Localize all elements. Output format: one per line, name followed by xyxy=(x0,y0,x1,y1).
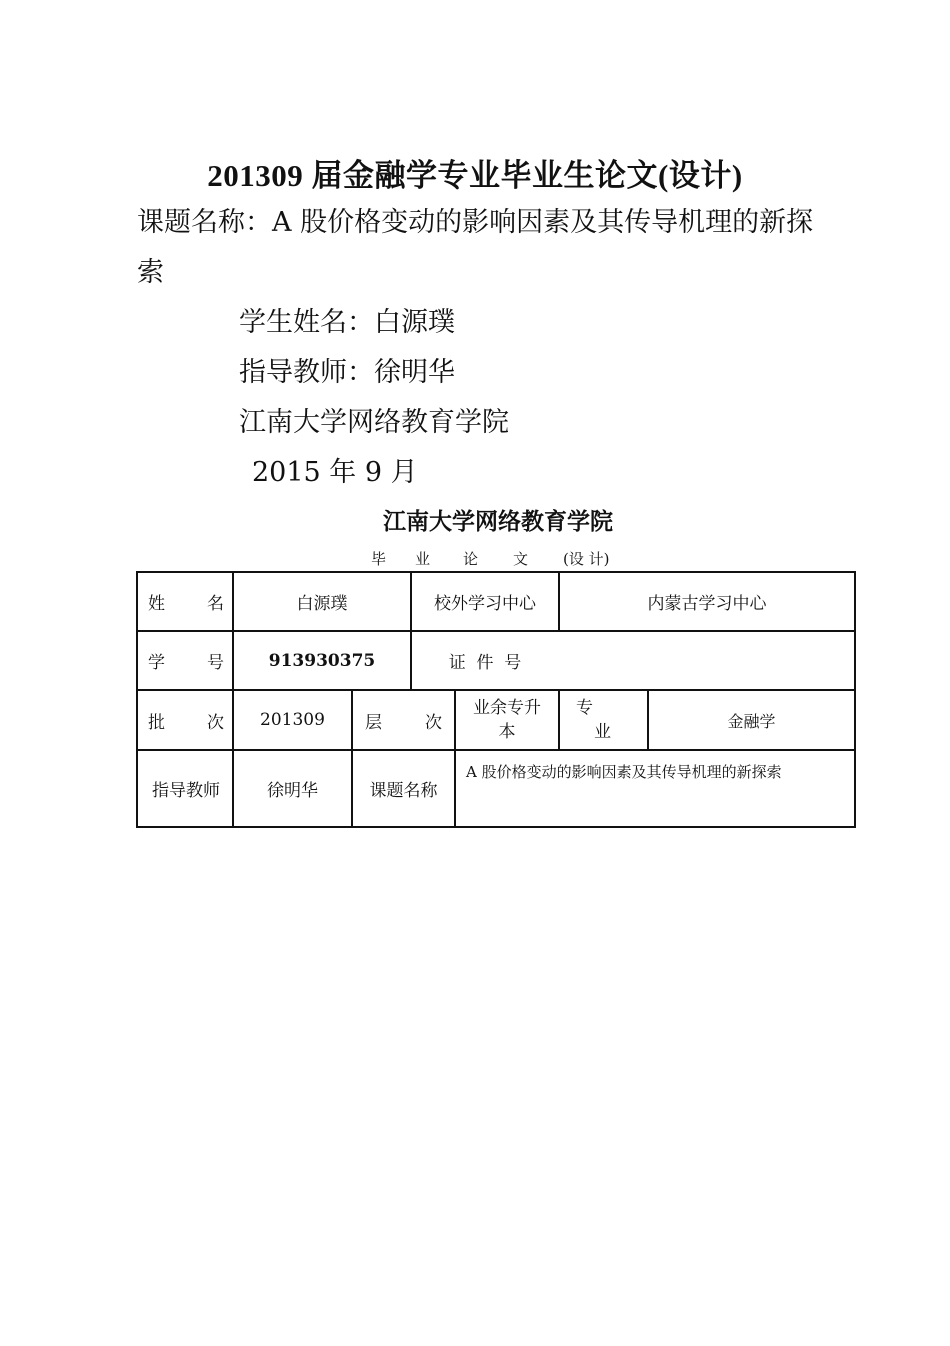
label-major-char: 专 xyxy=(576,698,593,718)
label-batch xyxy=(140,691,232,749)
label-name xyxy=(140,573,232,630)
label-level-char: 层 xyxy=(365,712,382,733)
value-name: 白源璞 xyxy=(296,594,348,614)
label-id-number: 证 件 号 xyxy=(448,653,522,673)
page-title: 201309 届金融学专业毕业生论文(设计) xyxy=(207,158,743,193)
value-student-id: 913930375 xyxy=(268,650,376,671)
form-title: 江南大学网络教育学院 xyxy=(383,508,613,535)
value-batch: 201309 xyxy=(260,710,325,730)
label-student-id xyxy=(140,632,232,689)
label-name-char: 名 xyxy=(207,594,224,614)
label-batch-char: 次 xyxy=(207,712,224,733)
subtitle-char: 文 xyxy=(513,550,529,568)
label-level xyxy=(353,691,454,749)
info-table xyxy=(136,571,856,828)
topic-line-continued: 索 xyxy=(137,257,164,288)
advisor-line: 指导教师：徐明华 xyxy=(239,357,455,388)
date-line: 2015 年 9 月 xyxy=(252,457,418,488)
value-topic: A 股价格变动的影响因素及其传导机理的新探索 xyxy=(466,763,782,781)
label-batch-char: 批 xyxy=(148,712,165,733)
label-major xyxy=(560,691,647,749)
label-student-id-char: 号 xyxy=(207,653,224,673)
label-advisor: 指导教师 xyxy=(152,781,220,801)
label-level-char: 次 xyxy=(425,712,442,733)
label-center: 校外学习中心 xyxy=(434,594,536,614)
label-student-id-char: 学 xyxy=(148,653,165,673)
form-subtitle xyxy=(371,548,609,569)
subtitle-char: 业 xyxy=(415,550,431,568)
value-level: 业余专升本 xyxy=(473,698,541,742)
topic-line: 课题名称：A 股价格变动的影响因素及其传导机理的新探 xyxy=(137,207,814,238)
subtitle-char: (设 计) xyxy=(563,550,610,568)
label-topic: 课题名称 xyxy=(369,781,438,801)
value-center: 内蒙古学习中心 xyxy=(647,594,767,614)
student-name-line: 学生姓名：白源璞 xyxy=(239,307,455,338)
school-line: 江南大学网络教育学院 xyxy=(239,407,509,438)
value-id-number xyxy=(560,632,854,689)
value-advisor: 徐明华 xyxy=(267,781,318,801)
label-name-char: 姓 xyxy=(148,594,165,614)
subtitle-char: 论 xyxy=(463,550,479,568)
value-major: 金融学 xyxy=(727,711,776,731)
label-major-char: 业 xyxy=(594,722,611,742)
subtitle-char: 毕 xyxy=(371,550,387,568)
